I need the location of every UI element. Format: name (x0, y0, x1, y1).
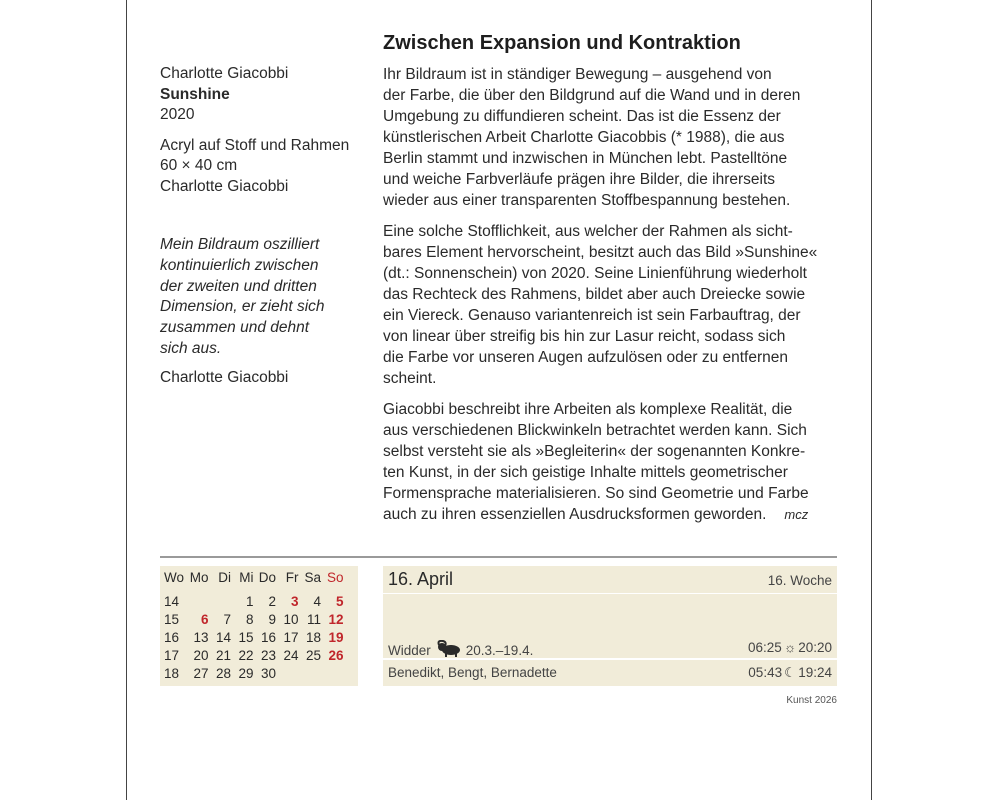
sunrise-time: 06:25 (748, 640, 782, 655)
week-number-cell: 14 (164, 593, 180, 609)
calendar-day: 18 (305, 629, 321, 645)
day-header (383, 566, 837, 594)
calendar-day: 1 (245, 593, 254, 609)
artwork-year: 2020 (160, 106, 195, 123)
calendar-week-row (162, 592, 344, 610)
weekday-header: Mi (239, 570, 254, 585)
week-number-cell: 18 (164, 665, 180, 681)
quote-line: kontinuierlich zwischen (160, 256, 319, 274)
quote-line: Mein Bildraum oszilliert (160, 236, 320, 253)
quote-author: Charlotte Giacobbi (160, 369, 289, 386)
day-panel (383, 566, 837, 686)
calendar-day (186, 592, 209, 610)
artist-quote (160, 235, 360, 360)
weekday-header: Do (258, 570, 276, 585)
article-paragraph-1: Ihr Bildraum ist in ständiger Bewegung – ausgehend von der Farbe, die über den Bildgrund auf die Wand und in deren Umgebung zu diffundieren scheint. Das ist die Essenz der künstlerischen Arbeit Charlotte Giacobbis (* 1988), die aus Berlin stammt und inzwischen in München lebt. Pastelltöne und weiche Farbverläufe prägen ihre Bilder, die ihrerseits wieder aus einer transparenten Stoffbespannung bestehen. (383, 66, 801, 209)
article-heading: Zwischen Expansion und Kontraktion (383, 32, 741, 54)
calendar-day: 15 (238, 629, 254, 645)
calendar-day: 17 (283, 629, 299, 645)
calendar-day: 7 (223, 611, 231, 627)
calendar-day: 24 (283, 647, 299, 663)
calendar-day: 30 (260, 665, 276, 681)
calendar-day: 29 (238, 665, 254, 681)
calendar-day (299, 664, 322, 682)
calendar-day (209, 592, 232, 610)
calendar-day: 16 (260, 629, 276, 645)
calendar-header-row (162, 570, 344, 592)
article-paragraph-3: Giacobbi beschreibt ihre Arbeiten als komplexe Realität, die aus verschiedenen Blickwinkeln betrachtet werden kann. Sich selbst versteht sie als »Begleiterin« der sogenannten Konkre- ten Kunst, in der sich geistige Inhalte mittels geometrischer Formensprache materialisieren. So sind Geometrie und Farbe auch zu ihren essenziellen Ausdrucksformen geworden. mcz (383, 401, 809, 523)
calendar-day: 10 (283, 611, 299, 627)
calendar-week-row (162, 646, 344, 664)
calendar-day: 23 (260, 647, 276, 663)
weekday-header: Fr (285, 570, 299, 585)
calendar-day: 21 (215, 647, 231, 663)
artist-name: Charlotte Giacobbi (160, 65, 289, 82)
sunset-time: 20:20 (798, 640, 832, 655)
quote-line: Dimension, er zieht sich (160, 298, 325, 316)
artwork-credit: Charlotte Giacobbi (160, 177, 289, 195)
footer-label: Kunst 2026 (786, 695, 837, 706)
divider (160, 556, 837, 558)
calendar-week-row (162, 610, 344, 628)
calendar-day: 11 (306, 611, 321, 627)
week-number-cell: 17 (164, 647, 180, 663)
calendar-day: 14 (215, 629, 231, 645)
moonrise-time: 05:43 (748, 665, 783, 680)
name-days: Benedikt, Bengt, Bernadette (388, 665, 557, 680)
week-number: 16. Woche (767, 573, 832, 588)
quote-line: sich aus. (160, 339, 222, 357)
artwork-title: Sunshine (160, 85, 230, 103)
calendar-day: 28 (215, 665, 231, 681)
moon-icon: ☾ (784, 665, 797, 680)
quote-line: der zweiten und dritten (160, 277, 317, 295)
calendar-day (276, 664, 299, 682)
calendar-day: 6 (200, 611, 209, 627)
artwork-medium: Acryl auf Stoff und Rahmen (160, 136, 350, 154)
calendar-day: 2 (268, 593, 276, 609)
weekday-header: So (326, 570, 344, 585)
calendar-day: 13 (193, 629, 209, 645)
calendar-day: 8 (245, 611, 254, 627)
calendar-day: 4 (313, 593, 321, 609)
month-calendar (160, 566, 358, 686)
article-paragraph-2: Eine solche Stofflichkeit, aus welcher der Rahmen als sicht- bares Element hervorscheint, besitzt auch das Bild »Sunshine« (dt.: Sonnenschein) von 2020. Seine Linienführung wiederholt das Rechteck des Rahmens, bildet aber auch Dreiecke sowie ein Viereck. Genauso variantenreich ist sein Farbauftrag, der von linear über streifig bis hin zur Lasur reicht, sodass sich die Farbe vor unseren Augen aufzulösen oder zu entfernen scheint. (383, 223, 818, 387)
calendar-day: 5 (335, 593, 344, 609)
moon-times (748, 665, 832, 681)
calendar-day: 20 (193, 647, 209, 663)
weekday-header: Di (218, 570, 231, 585)
calendar-day: 22 (238, 647, 254, 663)
calendar-week-row (162, 628, 344, 646)
artwork-info (160, 64, 360, 197)
calendar-day: 26 (328, 647, 344, 663)
sun-times (748, 640, 832, 655)
weekday-header: Sa (304, 570, 321, 585)
artwork-size: 60 × 40 cm (160, 157, 238, 174)
calendar-day: 19 (328, 629, 344, 645)
author-signature: mcz (784, 507, 809, 522)
moonset-time: 19:24 (798, 665, 832, 680)
calendar-day: 3 (290, 593, 299, 609)
calendar-day: 12 (328, 611, 344, 627)
calendar-day: 9 (268, 611, 276, 627)
weekday-header: Mo (189, 570, 209, 585)
sun-icon: ☼ (783, 640, 797, 655)
zodiac-sign: Widder (388, 643, 431, 658)
weekday-header: Wo (164, 570, 185, 585)
week-number-cell: 16 (164, 629, 180, 645)
panel-separator (383, 658, 837, 660)
week-number-cell: 15 (164, 611, 180, 627)
zodiac-range: 20.3.–19.4. (465, 643, 534, 658)
calendar-day: 25 (305, 647, 321, 663)
article-body (383, 64, 835, 535)
quote-line: zusammen und dehnt (160, 319, 310, 337)
calendar-day: 27 (193, 665, 209, 681)
day-date: 16. April (388, 569, 454, 589)
calendar-day (321, 664, 344, 682)
calendar-week-row (162, 664, 344, 682)
